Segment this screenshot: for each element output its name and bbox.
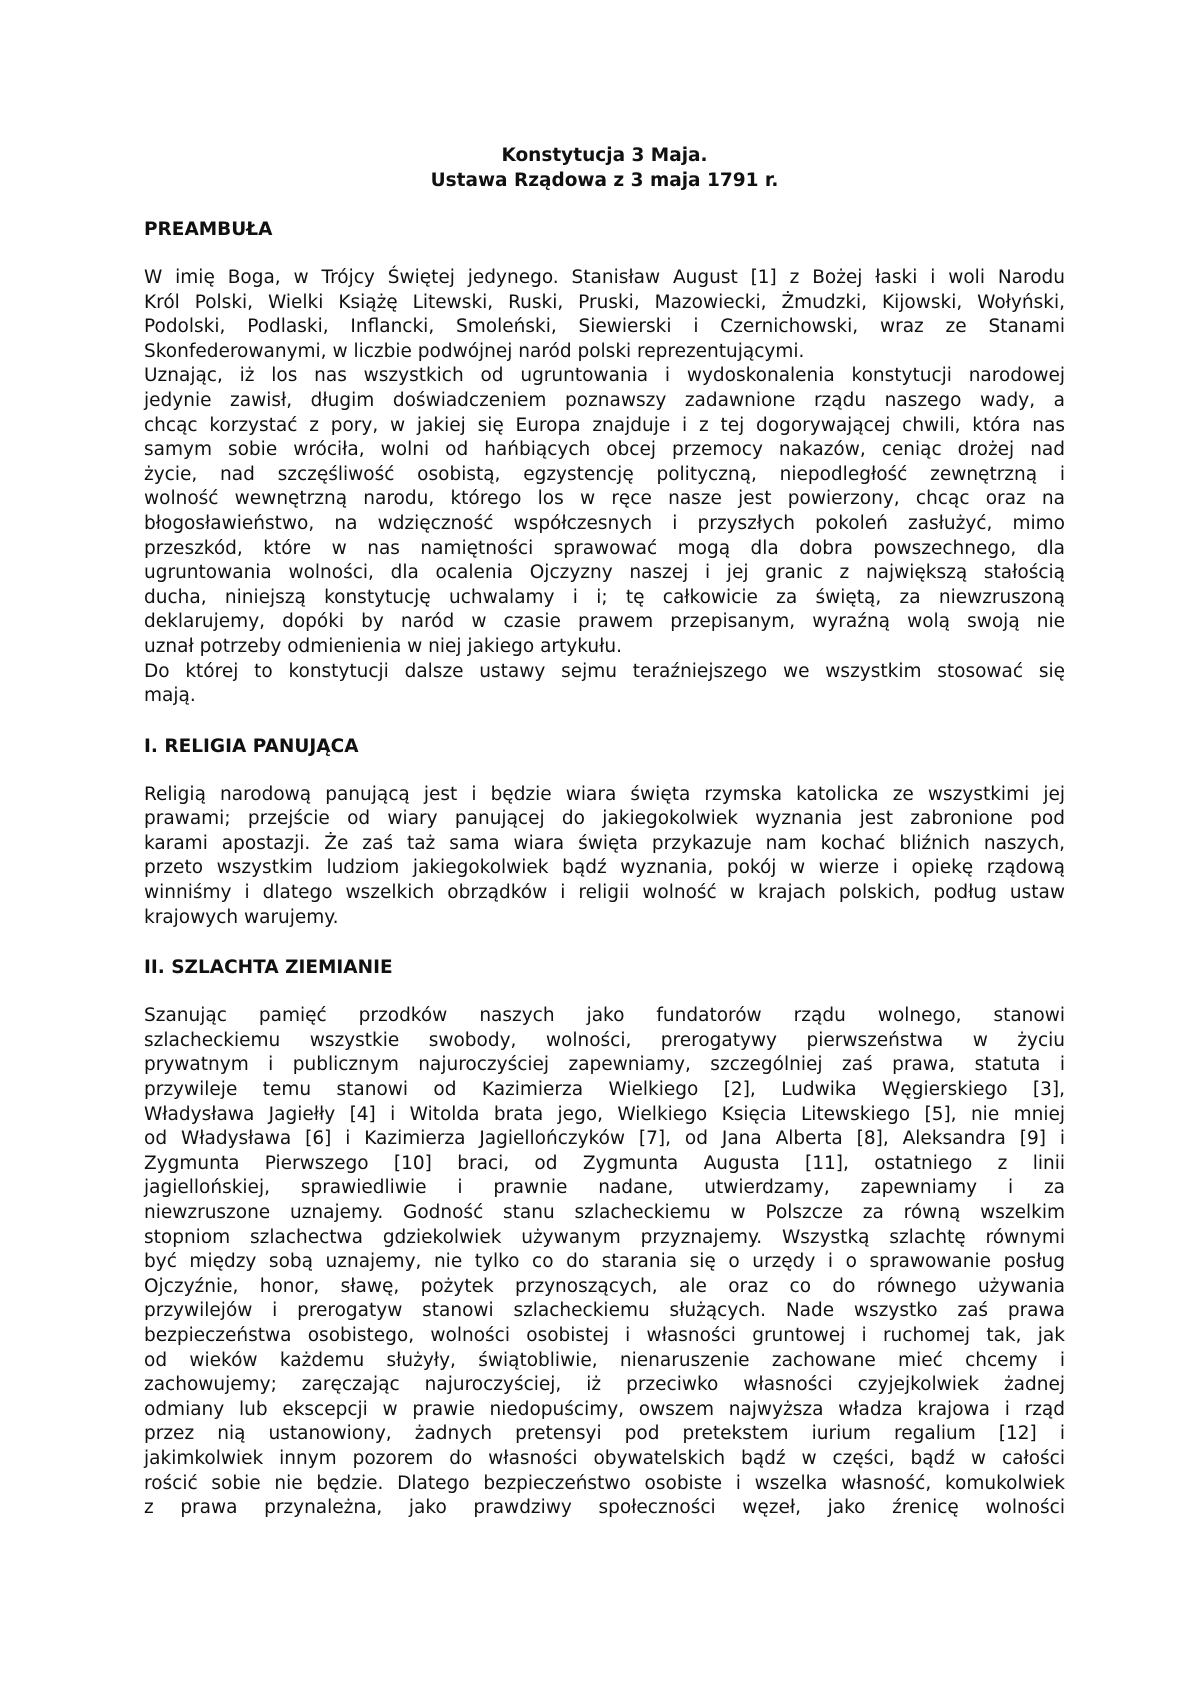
text-line: jakimkolwiek innym pozorem do własności obywatelskich bądź w części, bądź w całości <box>144 1447 1065 1469</box>
text-line: karami apostazji. Że zaś taż sama wiara święta przykazuje nam kochać bliźnich naszych, <box>144 832 1065 854</box>
text-line: chcąc korzystać z pory, w jakiej się Europa znajduje i z tej dogorywającej chwili, która nas <box>144 414 1065 436</box>
text-line: Władysława Jagiełły [4] i Witolda brata jego, Wielkiego Księcia Litewskiego [5], nie mniej <box>144 1103 1065 1125</box>
section-paragraph <box>144 783 1065 931</box>
text-line: bezpieczeństwa osobistego, wolności osobistej i własności gruntowej i ruchomej tak, jak <box>144 1324 1065 1346</box>
text-line: zachowujemy; zaręczając najuroczyściej, iż przeciwko własności czyjejkolwiek żadnej <box>144 1374 1065 1396</box>
text-line: od wieków każdemu służyły, świątobliwie, nienaruszenie zachowane mieć chcemy i <box>144 1349 1065 1371</box>
section-heading: I. RELIGIA PANUJĄCA <box>144 735 359 757</box>
text-line: niewzruszone uznajemy. Godność stanu szlacheckiemu w Polszcze za równą wszelkim <box>144 1202 1065 1223</box>
title-line-1: Konstytucja 3 Maja. <box>501 145 708 166</box>
text-line: Zygmunta Pierwszego [10] braci, od Zygmunta Augusta [11], ostatniego z linii <box>144 1152 1065 1174</box>
text-line: Podolski, Podlaski, Inflancki, Smoleński, Siewierski i Czernichowski, wraz ze Stanami <box>144 316 1065 338</box>
section-heading: II. SZLACHTA ZIEMIANIE <box>144 957 393 979</box>
text-line: Ojczyźnie, honor, sławę, pożytek przynoszących, ale oraz co do równego używania <box>144 1275 1065 1297</box>
text-line: rościć sobie nie będzie. Dlatego bezpieczeństwo osobiste i wszelka własność, komukolwiek <box>144 1472 1065 1494</box>
document-title <box>144 143 1065 193</box>
text-line: Religią narodową panującą jest i będzie wiara święta rzymska katolicka ze wszystkimi jej <box>144 783 1065 805</box>
text-line: W imię Boga, w Trójcy Świętej jedynego. Stanisław August [1] z Bożej łaski i woli Narodu <box>144 267 1065 288</box>
text-line: wolność wewnętrzną narodu, którego los w ręce nasze jest powierzony, chcąc oraz na <box>144 488 1065 510</box>
section-paragraph <box>144 266 1065 709</box>
text-line: Król Polski, Wielki Książę Litewski, Ruski, Pruski, Mazowiecki, Żmudzki, Kijowski, Wołyński, <box>144 291 1065 313</box>
document-sections <box>144 217 1065 1521</box>
section-paragraph <box>144 1004 1065 1520</box>
text-line: mają. <box>144 685 196 707</box>
text-line: Do której to konstytucji dalsze ustawy sejmu teraźniejszego we wszystkim stosować się <box>144 660 1065 682</box>
text-line: Szanując pamięć przodków naszych jako fundatorów rządu wolnego, stanowi <box>144 1005 1065 1027</box>
section-heading: PREAMBUŁA <box>144 219 273 240</box>
text-line: prywatnym i publicznym najuroczyściej zapewniamy, szczególniej zaś prawa, statuta i <box>144 1054 1065 1076</box>
text-line: przez nią ustanowiony, żadnych pretensyi pod pretekstem iurium regalium [12] i <box>144 1423 1065 1445</box>
text-line: Skonfederowanymi, w liczbie podwójnej naród polski reprezentującymi. <box>144 340 805 362</box>
text-line: szlacheckiemu wszystkie swobody, wolności, prerogatywy pierwszeństwa w życiu <box>144 1029 1065 1051</box>
text-line: winniśmy i dlatego wszelkich obrządków i religii wolność w krajach polskich, podług ustaw <box>144 882 1065 904</box>
text-line: ugruntowania wolności, dla ocalenia Ojczyzny naszej i jej granic z największą stałością <box>144 562 1065 584</box>
document-body <box>144 143 1065 1521</box>
text-line: przeszkód, które w nas namiętności sprawować mogą dla dobra powszechnego, dla <box>144 537 1065 559</box>
text-line: deklarujemy, dopóki by naród w czasie prawem przepisanym, wyraźną wolą swoją nie <box>144 611 1065 633</box>
text-line: stopniom szlachectwa gdziekolwiek używanym przyznajemy. Wszystką szlachtę równymi <box>144 1226 1065 1248</box>
text-line: życie, nad szczęśliwość osobistą, egzystencję polityczną, niepodległość zewnętrzną i <box>144 463 1065 485</box>
text-line: Uznając, iż los nas wszystkich od ugruntowania i wydoskonalenia konstytucji narodowej <box>144 365 1065 387</box>
text-line: jedynie zawisł, długim doświadczeniem poznawszy zadawnione rządu naszego wady, a <box>144 389 1065 411</box>
text-line: odmiany lub ekscepcji w prawie niedopuścimy, owszem najwyższa władza krajowa i rząd <box>144 1398 1065 1420</box>
title-line-2: Ustawa Rządowa z 3 maja 1791 r. <box>430 170 779 191</box>
text-line: błogosławieństwo, na wdzięczność współczesnych i przyszłych pokoleń zasłużyć, mimo <box>144 512 1065 534</box>
text-line: przeto wszystkim ludziom jakiegokolwiek bądź wyznania, pokój w wierze i opiekę rządową <box>144 857 1065 879</box>
text-line: uznał potrzeby odmienienia w niej jakiego artykułu. <box>144 635 622 657</box>
text-line: ducha, niniejszą konstytucję uchwalamy i i; tę całkowicie za świętą, za niewzruszoną <box>144 586 1065 608</box>
text-line: jagiellońskiej, sprawiedliwie i prawnie nadane, utwierdzamy, zapewniamy i za <box>144 1177 1065 1199</box>
text-line: być między sobą uznajemy, nie tylko co do starania się o urzędy i o sprawowanie posług <box>144 1251 1065 1273</box>
text-line: przywilejów i prerogatyw stanowi szlacheckiemu służących. Nade wszystko zaś prawa <box>144 1300 1065 1322</box>
text-line: z prawa przynależna, jako prawdziwy społeczności węzeł, jako źrenicę wolności <box>144 1497 1065 1519</box>
text-line: od Władysława [6] i Kazimierza Jagiellończyków [7], od Jana Alberta [8], Aleksandra [9] i <box>144 1128 1065 1150</box>
text-line: przywileje temu stanowi od Kazimierza Wielkiego [2], Ludwika Węgierskiego [3], <box>144 1079 1065 1101</box>
text-line: krajowych warujemy. <box>144 906 339 928</box>
text-line: prawami; przejście od wiary panującej do jakiegokolwiek wyznania jest zabronione pod <box>144 808 1065 830</box>
text-line: samym sobie wróciła, wolni od hańbiących obcej przemocy nakazów, ceniąc drożej nad <box>144 439 1065 461</box>
